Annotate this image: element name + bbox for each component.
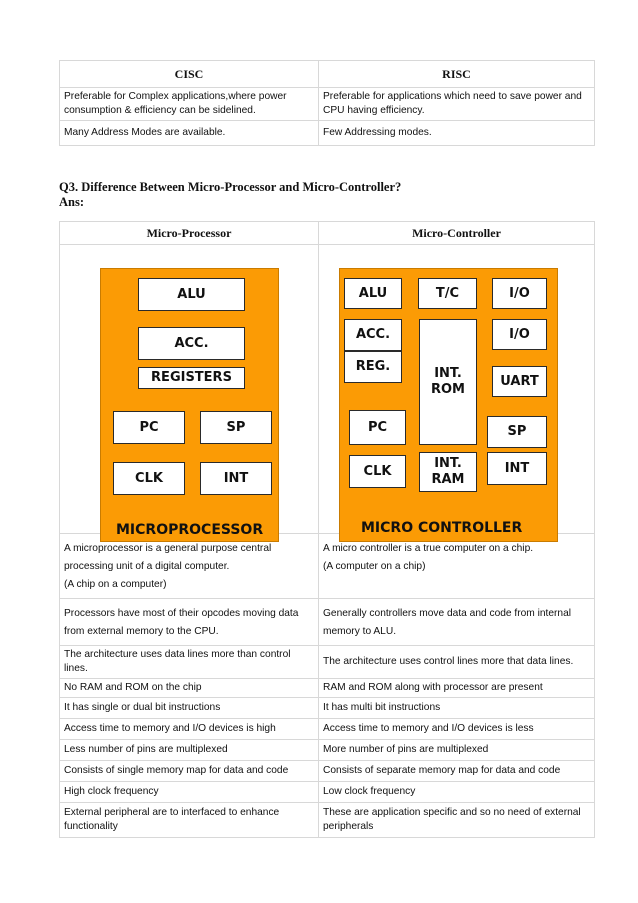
cisc-risc-table — [59, 60, 595, 146]
mp-cell: Consists of single memory map for data and code — [60, 761, 319, 782]
mc-uart-block: UART — [492, 366, 547, 397]
mc-io-block: I/O — [492, 278, 547, 309]
mc-tc-block: T/C — [418, 278, 477, 309]
mp-clk-block: CLK — [113, 462, 185, 495]
mp-cell: No RAM and ROM on the chip — [60, 679, 319, 698]
risc-cell: Preferable for applications which need to save power and CPU having efficiency. — [319, 88, 595, 121]
mc-cell — [319, 534, 595, 599]
mc-sp-block: SP — [487, 416, 547, 448]
mc-cell: It has multi bit instructions — [319, 698, 595, 719]
cisc-cell: Preferable for Complex applications,where power consumption & efficiency can be sidelined. — [60, 88, 319, 121]
mp-registers-block: REGISTERS — [138, 367, 245, 389]
microcontroller-diagram-cell — [319, 245, 595, 534]
mc-reg-block: REG. — [344, 351, 402, 383]
mp-alu-block: ALU — [138, 278, 245, 311]
mp-pc-block: PC — [113, 411, 185, 444]
cisc-cell: Many Address Modes are available. — [60, 121, 319, 146]
mp-cell — [60, 534, 319, 599]
microprocessor-label: MICROPROCESSOR — [116, 522, 264, 538]
mp-definition: A microprocessor is a general purpose central processing unit of a digital computer. — [64, 543, 272, 572]
mc-pc-block: PC — [349, 410, 406, 445]
mc-cell: Generally controllers move data and code from internal memory to ALU. — [319, 599, 595, 646]
mp-cell: High clock frequency — [60, 782, 319, 803]
mp-sp-block: SP — [200, 411, 272, 444]
mc-cell: These are application specific and so no need of external peripherals — [319, 803, 595, 838]
answer-label: Ans: — [59, 195, 85, 209]
mp-mc-table — [59, 221, 595, 838]
header-microcontroller: Micro-Controller — [319, 222, 595, 245]
mp-int-block: INT — [200, 462, 272, 495]
mc-io-block: I/O — [492, 319, 547, 350]
mc-acc-block: ACC. — [344, 319, 402, 351]
mc-clk-block: CLK — [349, 455, 406, 488]
mp-cell: Processors have most of their opcodes moving data from external memory to the CPU. — [60, 599, 319, 646]
question-title: Q3. Difference Between Micro-Processor and Micro-Controller? — [59, 180, 402, 194]
mp-cell: Less number of pins are multiplexed — [60, 740, 319, 761]
mp-cell: It has single or dual bit instructions — [60, 698, 319, 719]
mc-int-rom-block: INT. ROM — [419, 319, 477, 445]
mp-cell: Access time to memory and I/O devices is high — [60, 719, 319, 740]
mp-cell: External peripheral are to interfaced to enhance functionality — [60, 803, 319, 838]
mp-cell: The architecture uses data lines more than control lines. — [60, 646, 319, 679]
mc-cell: RAM and ROM along with processor are present — [319, 679, 595, 698]
mp-acc-block: ACC. — [138, 327, 245, 360]
mp-note: (A chip on a computer) — [64, 579, 167, 590]
mc-cell: More number of pins are multiplexed — [319, 740, 595, 761]
mc-cell: Access time to memory and I/O devices is less — [319, 719, 595, 740]
mc-definition: A micro controller is a true computer on a chip. — [323, 543, 534, 554]
mc-cell: Consists of separate memory map for data and code — [319, 761, 595, 782]
header-risc: RISC — [319, 61, 595, 88]
mc-note: (A computer on a chip) — [323, 561, 426, 572]
microcontroller-label: MICRO CONTROLLER — [361, 520, 523, 536]
risc-cell: Few Addressing modes. — [319, 121, 595, 146]
question-heading — [59, 180, 401, 210]
microprocessor-diagram-cell — [60, 245, 319, 538]
header-cisc: CISC — [60, 61, 319, 88]
mc-cell: The architecture uses control lines more that data lines. — [319, 646, 595, 679]
mc-int-ram-block: INT. RAM — [419, 452, 477, 492]
mc-cell: Low clock frequency — [319, 782, 595, 803]
mc-alu-block: ALU — [344, 278, 402, 309]
mc-int-block: INT — [487, 452, 547, 485]
header-microprocessor: Micro-Processor — [60, 222, 319, 245]
